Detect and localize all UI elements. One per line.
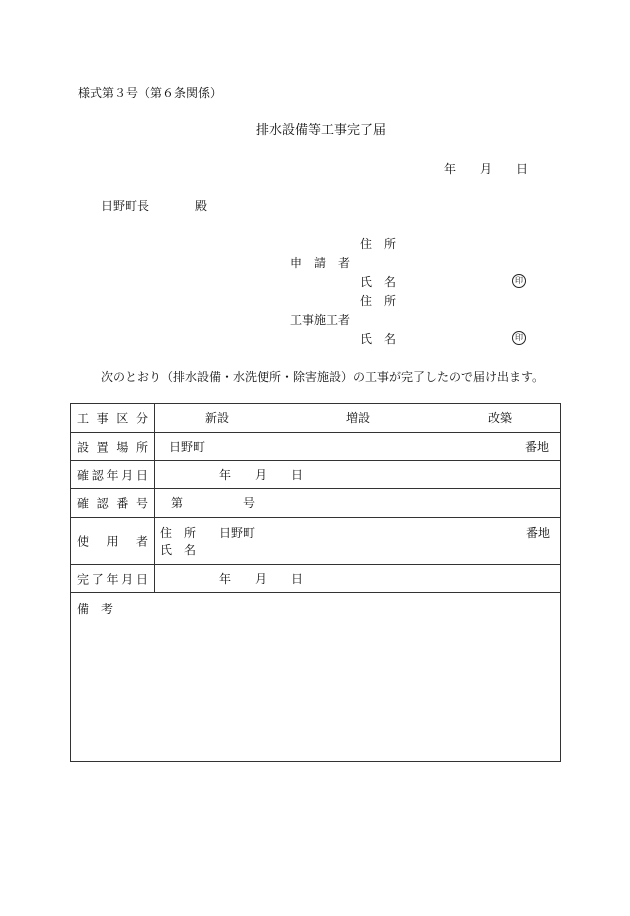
location-town: 日野町 xyxy=(169,440,206,454)
label-completion-date xyxy=(71,565,155,592)
label-char: 月 xyxy=(121,572,134,586)
label-char: 日 xyxy=(135,468,148,482)
contractor-seal-mark: 印 xyxy=(512,331,526,345)
label-char: 了 xyxy=(91,572,104,586)
label-char: 認 xyxy=(91,468,104,482)
label-char: 日 xyxy=(135,572,148,586)
contractor-role: 工事施工者 xyxy=(290,313,351,327)
label-char: 事 xyxy=(96,411,109,426)
label-work-type xyxy=(71,404,155,432)
statement: 次のとおり（排水設備・水洗便所・除害施設）の工事が完了したので届け出ます。 xyxy=(101,370,545,384)
row-user xyxy=(71,518,560,565)
option-renovation[interactable]: 改築 xyxy=(488,411,513,425)
contractor-name-label-1: 氏 xyxy=(360,332,373,346)
completion-form-table xyxy=(70,403,561,762)
label-char: 設 xyxy=(77,440,90,454)
row-remarks xyxy=(71,593,560,761)
contractor-address-label-1: 住 xyxy=(360,294,373,308)
label-char: 置 xyxy=(96,440,109,454)
row-work-type xyxy=(71,404,560,433)
label-char: 認 xyxy=(96,496,109,511)
user-address-suffix: 番地 xyxy=(526,526,551,540)
applicant-role-1: 申 xyxy=(290,256,303,270)
label-char: 者 xyxy=(135,534,148,549)
label-char: 区 xyxy=(116,411,129,426)
date-year: 年 xyxy=(444,162,457,176)
applicant-role-2: 請 xyxy=(314,256,327,270)
contractor-name-label-2: 名 xyxy=(384,332,397,346)
label-char: 用 xyxy=(106,534,119,549)
remarks-label: 備 考 xyxy=(77,602,114,616)
user-town: 日野町 xyxy=(219,526,256,540)
label-char: 場 xyxy=(116,440,129,454)
label-user xyxy=(71,518,155,564)
option-addition[interactable]: 増設 xyxy=(346,411,371,425)
user-address-label: 住 所 xyxy=(160,526,197,540)
completion-month: 月 xyxy=(255,572,268,586)
label-char: 年 xyxy=(106,572,119,586)
label-char: 所 xyxy=(135,440,148,454)
contractor-address-label-2: 所 xyxy=(384,294,397,308)
applicant-role-3: 者 xyxy=(338,256,351,270)
user-name-label: 氏 名 xyxy=(160,543,197,557)
label-confirm-date xyxy=(71,461,155,488)
date-day: 日 xyxy=(516,162,529,176)
label-char: 分 xyxy=(135,411,148,426)
label-char: 確 xyxy=(77,496,90,511)
applicant-name-label-2: 名 xyxy=(384,275,397,289)
row-completion-date xyxy=(71,565,560,593)
row-confirm-date xyxy=(71,461,560,489)
label-char: 月 xyxy=(121,468,134,482)
applicant-address-label-1: 住 xyxy=(360,237,373,251)
completion-year: 年 xyxy=(219,572,232,586)
label-char: 確 xyxy=(77,468,90,482)
date-month: 月 xyxy=(480,162,493,176)
label-char: 使 xyxy=(77,534,90,549)
applicant-seal-mark: 印 xyxy=(512,274,526,288)
addressee-name: 日野町長 xyxy=(101,199,150,213)
applicant-name-label-1: 氏 xyxy=(360,275,373,289)
label-char: 番 xyxy=(116,496,129,511)
confirm-number-suffix: 号 xyxy=(243,496,256,510)
document-title: 排水設備等工事完了届 xyxy=(256,123,387,138)
location-suffix: 番地 xyxy=(525,440,550,454)
completion-day: 日 xyxy=(291,572,304,586)
label-location xyxy=(71,433,155,460)
label-char: 号 xyxy=(135,496,148,511)
row-confirm-number xyxy=(71,489,560,518)
label-confirm-number xyxy=(71,489,155,517)
row-location xyxy=(71,433,560,461)
applicant-address-label-2: 所 xyxy=(384,237,397,251)
confirm-day: 日 xyxy=(291,468,304,482)
option-new[interactable]: 新設 xyxy=(205,411,230,425)
form-number: 様式第３号（第６条関係） xyxy=(78,86,223,100)
confirm-month: 月 xyxy=(255,468,268,482)
addressee-honorific: 殿 xyxy=(195,199,208,213)
label-char: 工 xyxy=(77,411,90,426)
confirm-number-prefix: 第 xyxy=(171,496,184,510)
confirm-year: 年 xyxy=(219,468,232,482)
remarks-area[interactable] xyxy=(77,623,554,755)
label-char: 年 xyxy=(106,468,119,482)
label-char: 完 xyxy=(77,572,90,586)
